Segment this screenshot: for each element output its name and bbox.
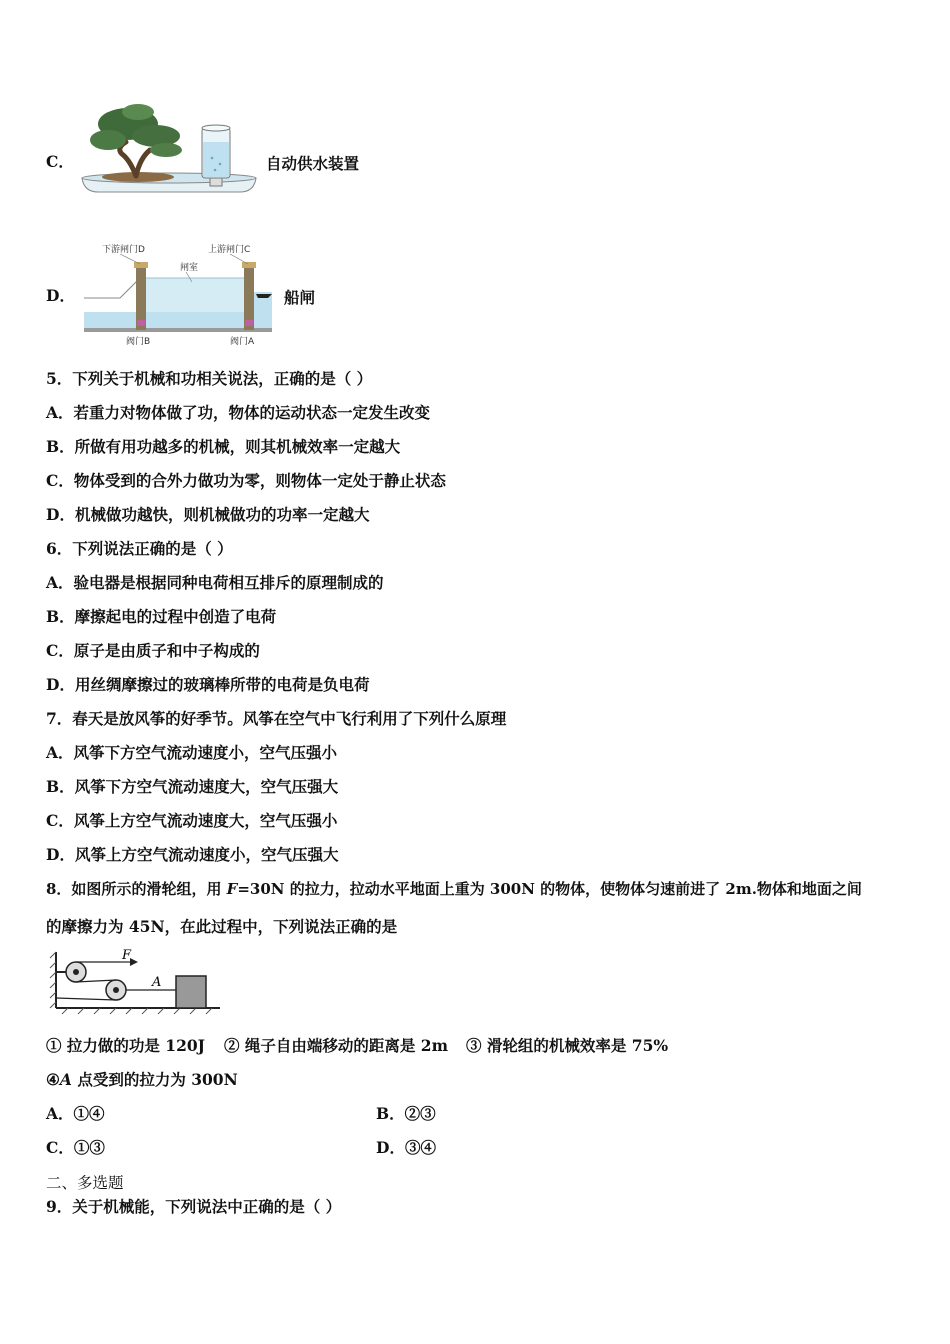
q8-statement-4: ④A 点受到的拉力为 300N — [46, 1070, 238, 1089]
q8-option-a: A．①④ — [46, 1104, 105, 1123]
pulley-system-figure — [48, 948, 224, 1016]
q8-statement-3: ③ 滑轮组的机械效率是 75% — [466, 1036, 669, 1055]
q8-statement-1: ① 拉力做的功是 120J — [46, 1036, 205, 1055]
q5-stem: 5．下列关于机械和功相关说法，正确的是（ ） — [46, 369, 373, 388]
q8-stem-line1: 8．如图所示的滑轮组，用 F=30N 的拉力，拉动水平地面上重为 300N 的物体，使物体匀速前进了 2m.物体和地面之间 — [46, 880, 862, 898]
label-chamber: 闸室 — [180, 263, 199, 273]
option-c-caption: 自动供水装置 — [266, 154, 360, 173]
point-label-a: A — [152, 975, 162, 990]
q9-stem: 9．关于机械能，下列说法中正确的是（ ） — [46, 1197, 342, 1216]
q8-stem-line2: 的摩擦力为 45N，在此过程中，下列说法正确的是 — [46, 917, 398, 936]
q6-option-b: B．摩擦起电的过程中创造了电荷 — [46, 607, 277, 626]
q6-option-a: A．验电器是根据同种电荷相互排斥的原理制成的 — [46, 573, 384, 592]
q6-stem: 6．下列说法正确的是（ ） — [46, 539, 233, 558]
label-valve-a: 阀门A — [230, 337, 255, 347]
section-heading-multi-choice: 二、多选题 — [46, 1174, 124, 1192]
q7-option-b: B．风筝下方空气流动速度大，空气压强大 — [46, 777, 339, 796]
q5-option-b: B．所做有用功越多的机械，则其机械效率一定越大 — [46, 437, 401, 456]
q7-option-d: D．风筝上方空气流动速度小，空气压强大 — [46, 845, 339, 864]
force-label-f: F — [122, 948, 132, 963]
label-up-gate-c: 上游闸门C — [208, 245, 251, 255]
option-d-letter: D． — [46, 286, 75, 305]
q7-option-a: A．风筝下方空气流动速度小，空气压强小 — [46, 743, 338, 762]
label-down-gate-d: 下游闸门D — [102, 245, 145, 255]
q8-option-d: D．③④ — [376, 1138, 436, 1157]
label-valve-b: 阀门B — [126, 337, 151, 347]
q6-option-d: D．用丝绸摩擦过的玻璃棒所带的电荷是负电荷 — [46, 675, 370, 694]
q5-option-d: D．机械做功越快，则机械做功的功率一定越大 — [46, 505, 370, 524]
q5-option-c: C．物体受到的合外力做功为零，则物体一定处于静止状态 — [46, 471, 446, 490]
q5-option-a: A．若重力对物体做了功，物体的运动状态一定发生改变 — [46, 403, 431, 422]
auto-water-supply-figure — [78, 100, 260, 198]
q8-option-c: C．①③ — [46, 1138, 105, 1157]
q8-statement-2: ② 绳子自由端移动的距离是 2m — [224, 1036, 448, 1055]
q6-option-c: C．原子是由质子和中子构成的 — [46, 641, 260, 660]
option-d-caption: 船闸 — [284, 288, 316, 307]
q8-option-b: B．②③ — [376, 1104, 436, 1123]
ship-lock-figure — [80, 240, 276, 348]
q7-option-c: C．风筝上方空气流动速度大，空气压强小 — [46, 811, 338, 830]
q7-stem: 7．春天是放风筝的好季节。风筝在空气中飞行利用了下列什么原理 — [46, 709, 507, 728]
option-c-letter: C． — [46, 152, 74, 171]
